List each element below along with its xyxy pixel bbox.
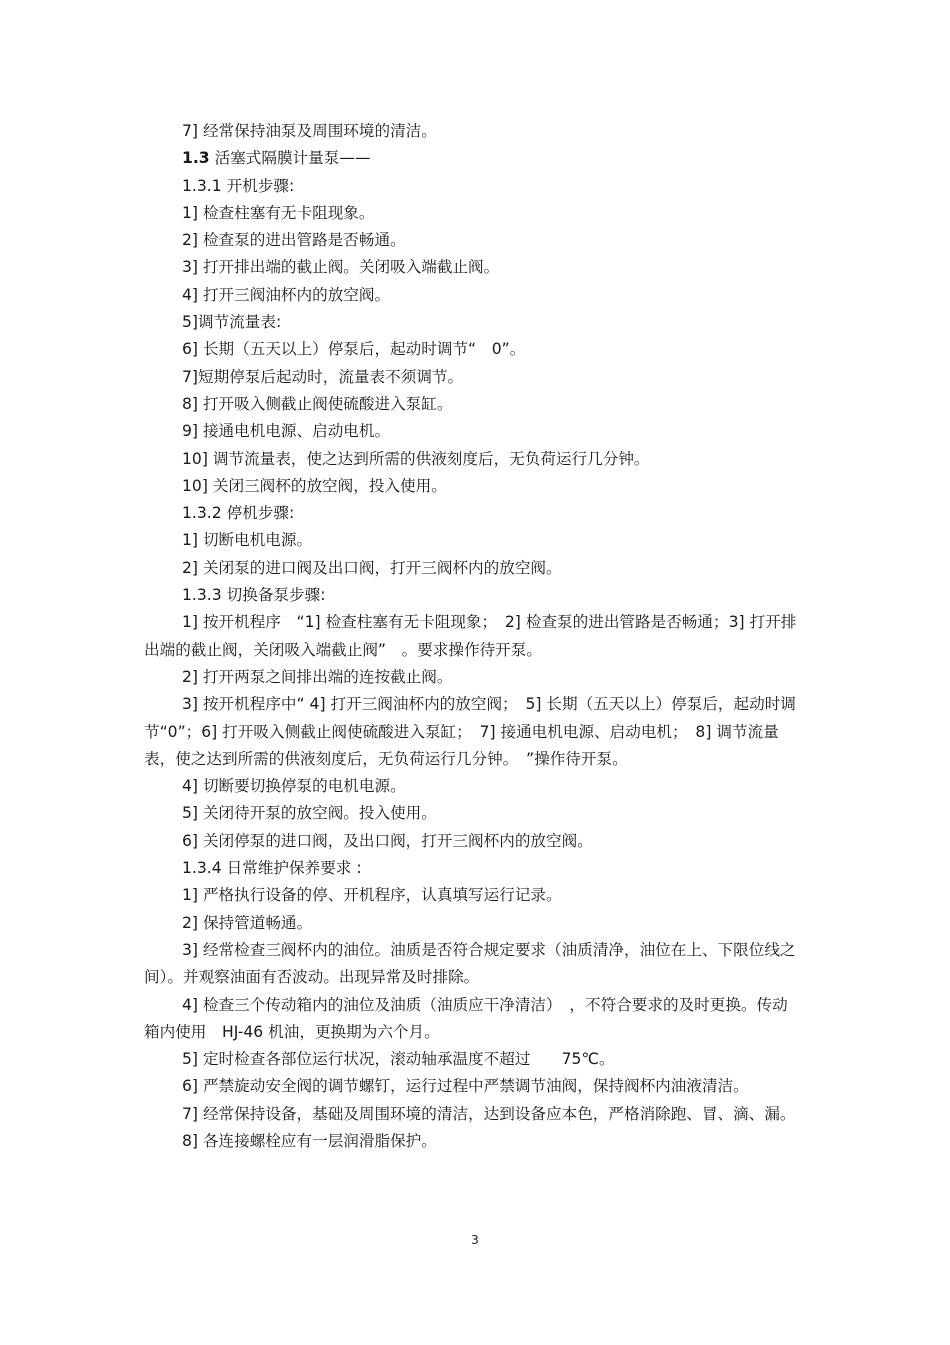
list-item: 8] 打开吸入侧截止阀使硫酸进入泵缸。 xyxy=(182,394,453,413)
subsection-heading: 1.3.1 开机步骤: xyxy=(182,176,295,195)
paragraph: 1] 按开机程序 “1] 检查柱塞有无卡阻现象； 2] 检查泵的进出管路是否畅通；3] 打开排出端的截止阀，关闭吸入端截止阀” 。要求操作待开泵。 xyxy=(144,613,797,659)
list-item: 4] 打开三阀油杯内的放空阀。 xyxy=(182,285,391,304)
list-item: 5] 关闭待开泵的放空阀。投入使用。 xyxy=(182,804,437,823)
list-item: 2] 打开两泵之间排出端的连按截止阀。 xyxy=(182,667,453,686)
paragraph: 7] 经常保持设备，基础及周围环境的清洁，达到设备应本色，严格消除跑、冒、滴、漏。 xyxy=(182,1104,796,1123)
paragraph: 3] 经常检查三阀杯内的油位。油质是否符合规定要求（油质清净，油位在上、下限位线之间）。并观察油面有否波动。出现异常及时排除。 xyxy=(144,940,796,987)
list-item: 6] 关闭停泵的进口阀，及出口阀，打开三阀杯内的放空阀。 xyxy=(182,831,593,850)
list-item: 5]调节流量表: xyxy=(182,313,282,332)
subsection-heading: 1.3.2 停机步骤: xyxy=(182,504,295,523)
list-item: 7]短期停泵后起动时，流量表不须调节。 xyxy=(182,367,464,386)
list-item: 7] 经常保持油泵及周围环境的清洁。 xyxy=(182,122,437,140)
list-item: 1] 切断电机电源。 xyxy=(182,531,313,550)
section-heading xyxy=(144,145,798,172)
list-item: 2] 关闭泵的进口阀及出口阀，打开三阀杯内的放空阀。 xyxy=(182,558,562,577)
list-item: 1] 严格执行设备的停、开机程序，认真填写运行记录。 xyxy=(182,886,562,905)
list-item: 9] 接通电机电源、启动电机。 xyxy=(182,422,391,441)
section-number: 1.3 xyxy=(182,149,210,168)
list-item: 10] 关闭三阀杯的放空阀，投入使用。 xyxy=(182,476,447,495)
list-item: 5] 定时检查各部位运行状况，滚动轴承温度不超过 75℃。 xyxy=(182,1050,615,1069)
list-item: 2] 检查泵的进出管路是否畅通。 xyxy=(182,231,406,250)
paragraph: 6] 严禁旋动安全阀的调节螺钉，运行过程中严禁调节油阀，保持阀杯内油液清洁。 xyxy=(182,1077,749,1096)
list-item: 3] 打开排出端的截止阀。关闭吸入端截止阀。 xyxy=(182,258,500,277)
list-item: 6] 长期（五天以上）停泵后，起动时调节“ 0”。 xyxy=(182,340,526,359)
document-body xyxy=(144,118,798,1155)
subsection-heading: 1.3.3 切换备泵步骤: xyxy=(182,586,326,605)
page-number: 3 xyxy=(471,1233,479,1247)
list-item: 8] 各连接螺栓应有一层润滑脂保护。 xyxy=(182,1131,437,1150)
subsection-heading: 1.3.4 日常维护保养要求 : xyxy=(182,859,362,878)
paragraph: 3] 按开机程序中“ 4] 打开三阀油杯内的放空阀； 5] 长期（五天以上）停泵后，起动时调节“0”；6] 打开吸入侧截止阀使硫酸进入泵缸； 7] 接通电机电源、启动电机； 8] 调节流量表，使之达到所需的供液刻度后，无负荷运行几分钟。 ”操作待开泵。 xyxy=(144,695,796,768)
section-title: 活塞式隔膜计量泵—— xyxy=(209,149,371,168)
paragraph: 4] 检查三个传动箱内的油位及油质（油质应干净清洁） ，不符合要求的及时更换。传动箱内使用 HJ-46 机油，更换期为六个月。 xyxy=(144,995,788,1041)
list-item: 10] 调节流量表，使之达到所需的供液刻度后，无负荷运行几分钟。 xyxy=(182,449,650,468)
list-item: 2] 保持管道畅通。 xyxy=(182,913,313,932)
list-item: 1] 检查柱塞有无卡阻现象。 xyxy=(182,203,375,222)
list-item: 4] 切断要切换停泵的电机电源。 xyxy=(182,777,406,796)
